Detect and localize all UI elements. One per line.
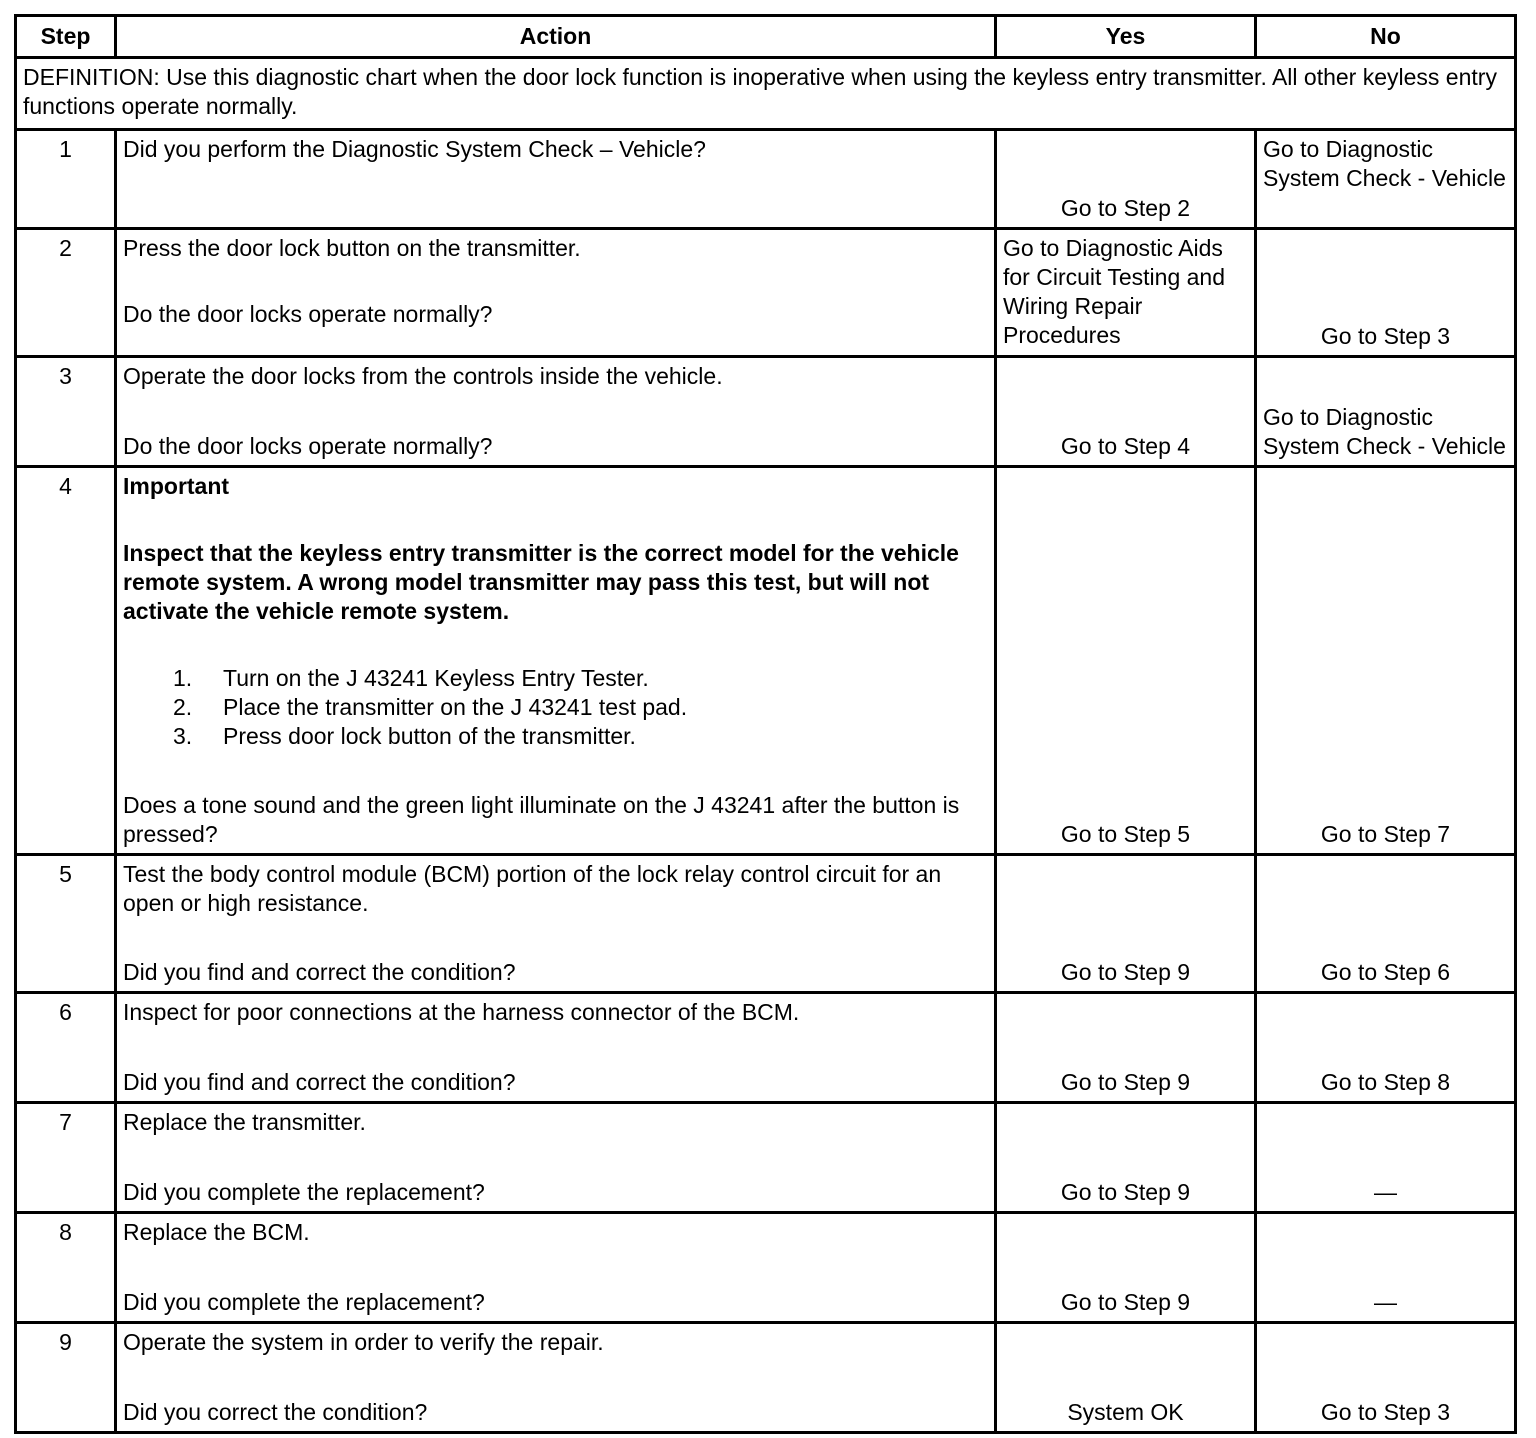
important-text: Inspect that the keyless entry transmitter is the correct model for the vehicle remote system. A wrong model transmitter may pass this test, but will not activate the vehicle remote system. (123, 540, 959, 624)
no-link[interactable]: Go to Step 3 (1320, 1399, 1451, 1425)
table-row (16, 1323, 1516, 1433)
table-row (16, 357, 1516, 467)
list-item (123, 693, 988, 722)
yes-cell (996, 229, 1256, 357)
step-number: 8 (16, 1213, 116, 1323)
no-link[interactable]: Go to Step 6 (1320, 959, 1451, 985)
table-row (16, 130, 1516, 229)
action-question: Does a tone sound and the green light illuminate on the J 43241 after the button is pressed? (123, 792, 960, 847)
action-text: Press the door lock button on the transmitter. (123, 235, 581, 261)
step-number: 1 (16, 130, 116, 229)
step-number: 4 (16, 467, 116, 855)
definition-text: DEFINITION: Use this diagnostic chart when the door lock function is inoperative when using the keyless entry transmitter. All other keyless entry functions operate normally. (16, 58, 1516, 130)
no-dash: — (1374, 1179, 1397, 1205)
yes-cell (996, 130, 1256, 229)
yes-cell (996, 1103, 1256, 1213)
yes-cell (996, 1323, 1256, 1433)
important-title: Important (123, 473, 230, 499)
action-question: Did you complete the replacement? (123, 1179, 485, 1205)
no-cell (1256, 357, 1516, 467)
yes-link[interactable]: Go to Diagnostic Aids for Circuit Testing and Wiring Repair Procedures (1003, 235, 1226, 348)
yes-cell (996, 855, 1256, 993)
action-cell (116, 855, 996, 993)
header-row (16, 16, 1516, 58)
no-link[interactable]: Go to Step 3 (1320, 323, 1451, 349)
header-yes: Yes (996, 16, 1256, 58)
diagnostic-chart-table (14, 14, 1517, 1434)
no-link[interactable]: Go to Step 8 (1320, 1069, 1451, 1095)
yes-result: System OK (1067, 1399, 1184, 1425)
no-cell (1256, 229, 1516, 357)
step-number: 3 (16, 357, 116, 467)
definition-row (16, 58, 1516, 130)
action-cell (116, 357, 996, 467)
step-number: 7 (16, 1103, 116, 1213)
sub-step-list (123, 664, 988, 751)
step-number: 5 (16, 855, 116, 993)
action-text: Did you perform the Diagnostic System Check – Vehicle? (123, 136, 706, 162)
action-cell (116, 1213, 996, 1323)
action-cell (116, 1323, 996, 1433)
action-cell (116, 467, 996, 855)
step-number: 9 (16, 1323, 116, 1433)
table-row (16, 1213, 1516, 1323)
action-text: Replace the transmitter. (123, 1109, 366, 1135)
header-no: No (1256, 16, 1516, 58)
header-step: Step (16, 16, 116, 58)
table-row (16, 993, 1516, 1103)
action-text: Operate the system in order to verify the repair. (123, 1329, 604, 1355)
list-item (123, 722, 988, 751)
action-text: Operate the door locks from the controls inside the vehicle. (123, 363, 723, 389)
sub-step-number: 3. (173, 723, 193, 749)
yes-cell (996, 993, 1256, 1103)
yes-link[interactable]: Go to Step 9 (1060, 1289, 1191, 1315)
no-link[interactable]: Go to Step 7 (1320, 821, 1451, 847)
action-text: Inspect for poor connections at the harness connector of the BCM. (123, 999, 800, 1025)
action-question: Do the door locks operate normally? (123, 301, 493, 327)
no-link[interactable]: Go to Diagnostic System Check - Vehicle (1263, 404, 1506, 459)
action-question: Did you correct the condition? (123, 1399, 428, 1425)
step-number: 2 (16, 229, 116, 357)
yes-link[interactable]: Go to Step 2 (1060, 195, 1191, 221)
no-cell (1256, 130, 1516, 229)
sub-step-text: Turn on the J 43241 Keyless Entry Tester. (223, 665, 649, 691)
yes-link[interactable]: Go to Step 4 (1060, 433, 1191, 459)
sub-step-text: Press door lock button of the transmitter. (223, 723, 636, 749)
yes-link[interactable]: Go to Step 9 (1060, 1179, 1191, 1205)
yes-link[interactable]: Go to Step 9 (1060, 1069, 1191, 1095)
sub-step-text: Place the transmitter on the J 43241 test pad. (223, 694, 688, 720)
yes-cell (996, 467, 1256, 855)
no-cell (1256, 1213, 1516, 1323)
action-text: Test the body control module (BCM) portion of the lock relay control circuit for an open or high resistance. (123, 861, 942, 916)
no-dash: — (1374, 1289, 1397, 1315)
action-question: Do the door locks operate normally? (123, 433, 493, 459)
action-question: Did you find and correct the condition? (123, 1069, 516, 1095)
list-item (123, 664, 988, 693)
action-text: Replace the BCM. (123, 1219, 310, 1245)
table-row (16, 855, 1516, 993)
yes-link[interactable]: Go to Step 5 (1060, 821, 1191, 847)
table-row (16, 229, 1516, 357)
action-cell (116, 130, 996, 229)
no-cell (1256, 1323, 1516, 1433)
no-cell (1256, 993, 1516, 1103)
yes-link[interactable]: Go to Step 9 (1060, 959, 1191, 985)
action-question: Did you find and correct the condition? (123, 959, 516, 985)
no-cell (1256, 1103, 1516, 1213)
action-cell (116, 229, 996, 357)
step-number: 6 (16, 993, 116, 1103)
action-question: Did you complete the replacement? (123, 1289, 485, 1315)
yes-cell (996, 357, 1256, 467)
sub-step-number: 2. (173, 694, 193, 720)
no-link[interactable]: Go to Diagnostic System Check - Vehicle (1263, 136, 1506, 191)
header-action: Action (116, 16, 996, 58)
table-row (16, 467, 1516, 855)
yes-cell (996, 1213, 1256, 1323)
table-row (16, 1103, 1516, 1213)
action-cell (116, 993, 996, 1103)
no-cell (1256, 467, 1516, 855)
sub-step-number: 1. (173, 665, 193, 691)
no-cell (1256, 855, 1516, 993)
action-cell (116, 1103, 996, 1213)
